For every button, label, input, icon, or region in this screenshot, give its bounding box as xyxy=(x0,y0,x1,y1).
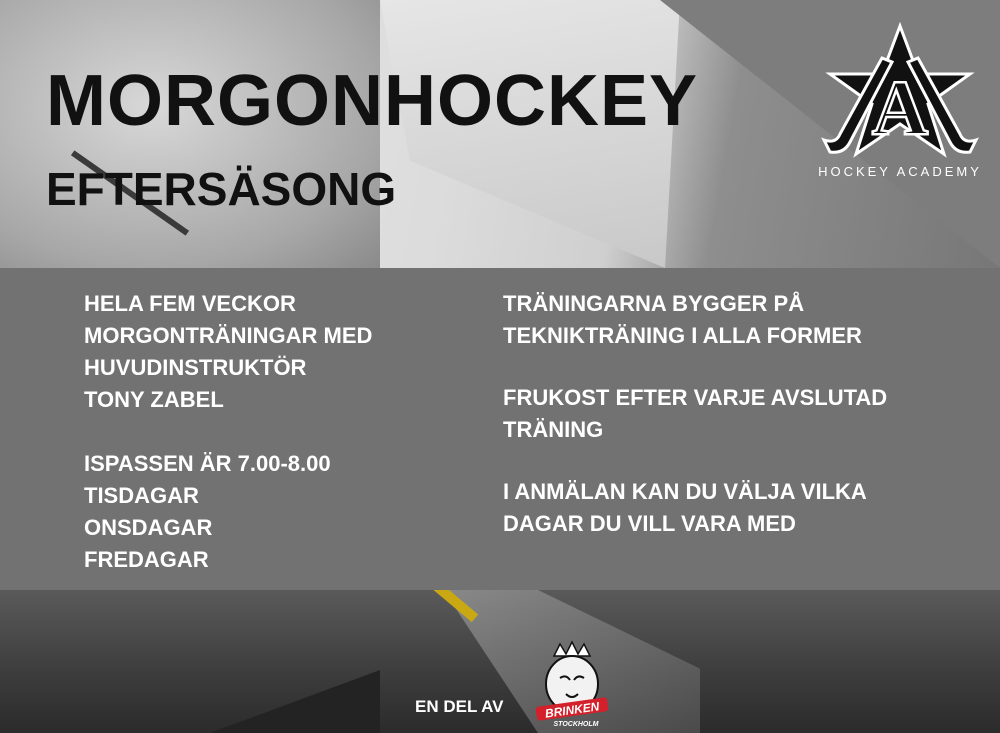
crown-icon xyxy=(554,642,590,656)
left-column xyxy=(84,288,372,576)
info-line: MORGONTRÄNINGAR MED xyxy=(84,323,373,348)
info-line: DAGAR DU VILL VARA MED xyxy=(503,511,796,536)
info-line: I ANMÄLAN KAN DU VÄLJA VILKA xyxy=(503,479,867,504)
info-line: FREDAGAR xyxy=(84,547,209,572)
info-line: HELA FEM VECKOR xyxy=(84,291,296,316)
info-line: HUVUDINSTRUKTÖR xyxy=(84,355,307,380)
decorative-shard xyxy=(210,670,380,733)
info-line: TRÄNING xyxy=(503,417,604,442)
academy-logo-text: HOCKEY ACADEMY xyxy=(818,164,982,179)
info-line: TONY ZABEL xyxy=(84,387,224,412)
partner-logo-subtext: STOCKHOLM xyxy=(553,721,599,728)
info-panel xyxy=(0,268,1000,590)
info-line: TISDAGAR xyxy=(84,483,199,508)
info-line: ISPASSEN ÄR 7.00-8.00 xyxy=(84,451,331,476)
info-line: ONSDAGAR xyxy=(84,515,213,540)
partner-logo-text: BRINKEN xyxy=(544,699,601,721)
page-subtitle: EFTERSÄSONG xyxy=(46,163,397,215)
info-line: TEKNIKTRÄNING I ALLA FORMER xyxy=(503,323,862,348)
right-column xyxy=(503,288,887,540)
part-of-label: EN DEL AV xyxy=(415,697,504,716)
brinken-stockholm-logo xyxy=(532,640,612,730)
info-line: TRÄNINGARNA BYGGER PÅ xyxy=(503,291,805,316)
logo-letter: A xyxy=(871,64,929,151)
info-line: FRUKOST EFTER VARJE AVSLUTAD xyxy=(503,385,888,410)
page-title: MORGONHOCKEY xyxy=(46,61,699,141)
